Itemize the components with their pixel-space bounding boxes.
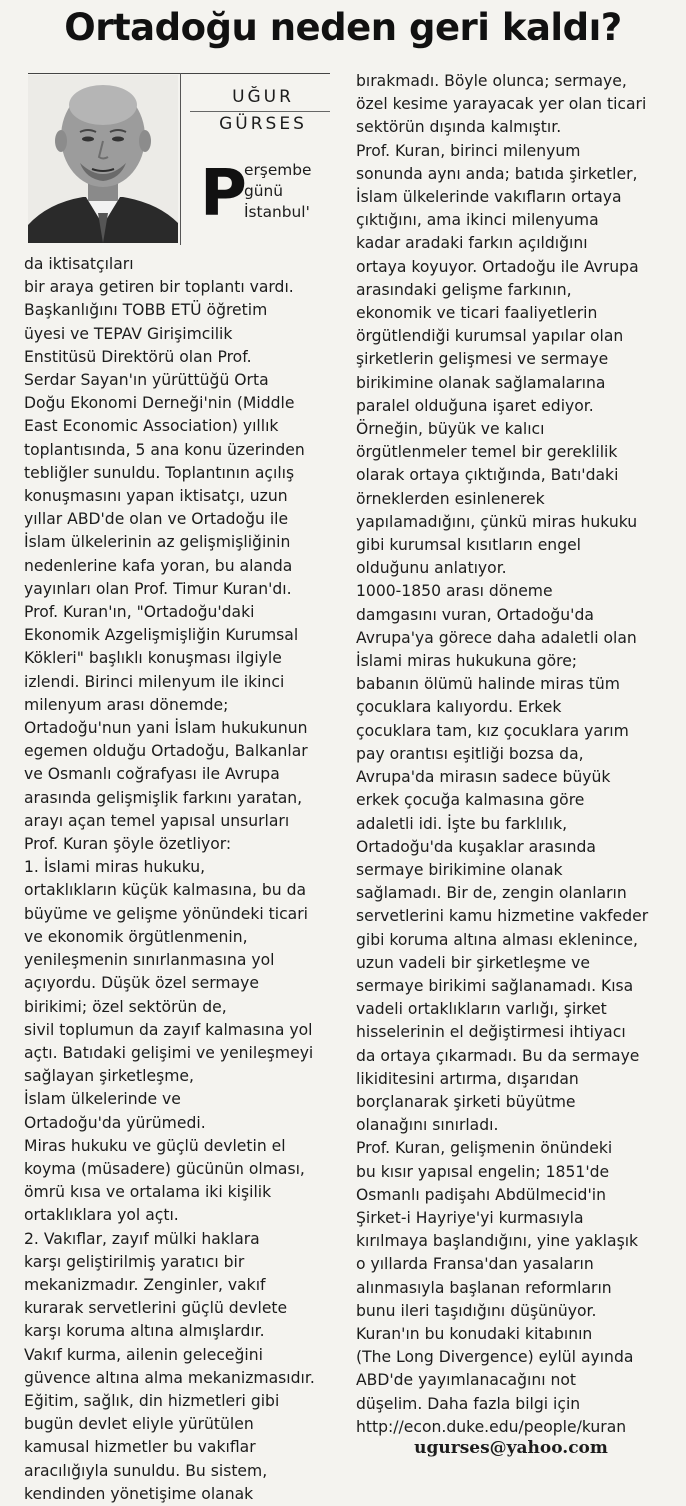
photo-border	[180, 73, 181, 245]
article-body-right-column: bırakmadı. Böyle olunca; sermaye, özel kesime yarayacak yer olan ticari sektörün dışında kalmıştır. Prof. Kuran, birinci milenyum sonunda aynı anda; batıda şirketler, İslam ülkelerinde vakıfların ortaya çıktığını, ama ikinci milenyuma kadar aradaki farkın açıldığını ortaya koyuyor. Ortadoğu ile Avrupa arasındaki gelişme farkının, ekonomik ve ticari faaliyetlerin örgütlendiği kurumsal yapılar olan şirketlerin gelişmesi ve sermaye birikimine olanak sağlamalarına paralel olduğuna işaret ediyor. Örneğin, büyük ve kalıcı örgütlenmeler temel bir gereklilik olarak ortaya çıktığında, Batı'daki örneklerden esinlenerek yapılamadığını, çünkü miras hukuku gibi kurumsal kısıtların engel olduğunu anlatıyor. 1000-1850 arası döneme damgasını vuran, Ortadoğu'da Avrupa'ya görece daha adaletli olan İslami miras hukukuna göre; babanın ölümü halinde miras tüm çocuklara kalıyordu. Erkek çocuklara tam, kız çocuklara yarım pay orantısı eşitliği bozsa da, Avrupa'da mirasın sadece büyük erkek çocuğa kalmasına göre adaletli idi. İşte bu farklılık, Ortadoğu'da kuşaklar arasında sermaye birikimine olanak sağlamadı. Bir de, zengin olanların servetlerini kamu hizmetine vakfeder gibi koruma altına alması eklenince, uzun vadeli bir şirketleşme ve sermaye birikimi sağlanamadı. Kısa vadeli ortaklıkların varlığı, şirket hisselerinin el değiştirmesi ihtiyacı da ortaya çıkarmadı. Bu da sermaye likiditesini artırma, dışarıdan borçlanarak şirketi büyütme olanağını sınırladı. Prof. Kuran, gelişmenin önündeki bu kısır yapısal engelin; 1851'de Osmanlı padişahı Abdülmecid'in Şirket-i Hayriye'yi kurmasıyla kırılmaya başlandığını, yine yaklaşık o yıllarda Fransa'dan yasaların alınmasıyla başlanan reformların bunu ileri taşıdığını düşünüyor. Kuran'ın bu konudaki kitabının (The Long Divergence) eylül ayında ABD'de yayımlanacağını not düşelim. Daha fazla bilgi için http://econ.duke.edu/people/kuran	[356, 72, 649, 1436]
author-portrait-icon	[28, 75, 178, 243]
drop-cap: P	[200, 157, 247, 231]
byline-divider	[190, 111, 330, 112]
article-body-left-column: da iktisatçıları bir araya getiren bir toplantı vardı. Başkanlığını TOBB ETÜ öğretim üyesi ve TEPAV Girişimcilik Enstitüsü Direktörü olan Prof. Serdar Sayan'ın yürüttüğü Orta Doğu Ekonomi Derneği'nin (Middle East Economic Association) yıllık toplantısında, 5 ana konu üzerinden tebliğler sunuldu. Toplantının açılış konuşmasını yapan iktisatçı, uzun yıllar ABD'de olan ve Ortadoğu ile İslam ülkelerinin az gelişmişliğinin nedenlerine kafa yoran, bu alanda yayınları olan Prof. Timur Kuran'dı. Prof. Kuran'ın, "Ortadoğu'daki Ekonomik Azgelişmişliğin Kurumsal Kökleri" başlıklı konuşması ilgiyle izlendi. Birinci milenyum ile ikinci milenyum arası dönemde; Ortadoğu'nun yani İslam hukukunun egemen olduğu Ortadoğu, Balkanlar ve Osmanlı coğrafyası ile Avrupa arasında gelişmişlik farkını yaratan, arayı açan temel yapısal unsurları Prof. Kuran şöyle özetliyor: 1. İslami miras hukuku, ortaklıkların küçük kalmasına, bu da büyüme ve gelişme yönündeki ticari ve ekonomik örgütlenmenin, yenileşmenin sınırlanmasına yol açıyordu. Düşük özel sermaye birikimi; özel sektörün de, sivil toplumun da zayıf kalmasına yol açtı. Batıdaki gelişimi ve yenileşmeyi sağlayan şirketleşme, İslam ülkelerinde ve Ortadoğu'da yürümedi. Miras hukuku ve güçlü devletin el koyma (müsadere) gücünün olması, ömrü kısa ve ortalama iki kişilik ortaklıklara yol açtı. 2. Vakıflar, zayıf mülki haklara karşı geliştirilmiş yaratıcı bir mekanizmadır. Zenginler, vakıf kurarak servetlerini güçlü devlete karşı koruma altına almışlardır. Vakıf kurma, ailenin geleceğini güvence altına alma mekanizmasıdır. Eğitim, sağlık, din hizmetleri gibi bugün devlet eliyle yürütülen kamusal hizmetler bu vakıflar aracılığıyla sunuldu. Bu sistem, kendinden yönetişime olanak	[24, 255, 315, 1503]
header-rule	[28, 73, 330, 74]
article-intro-text: erşembe günü İstanbul'	[244, 161, 312, 221]
author-byline: UĞUR GÜRSES	[219, 87, 307, 134]
author-photo	[28, 75, 178, 243]
author-email: ugurses@yahoo.com	[414, 1438, 608, 1458]
article-headline: Ortadoğu neden geri kaldı?	[64, 6, 622, 49]
